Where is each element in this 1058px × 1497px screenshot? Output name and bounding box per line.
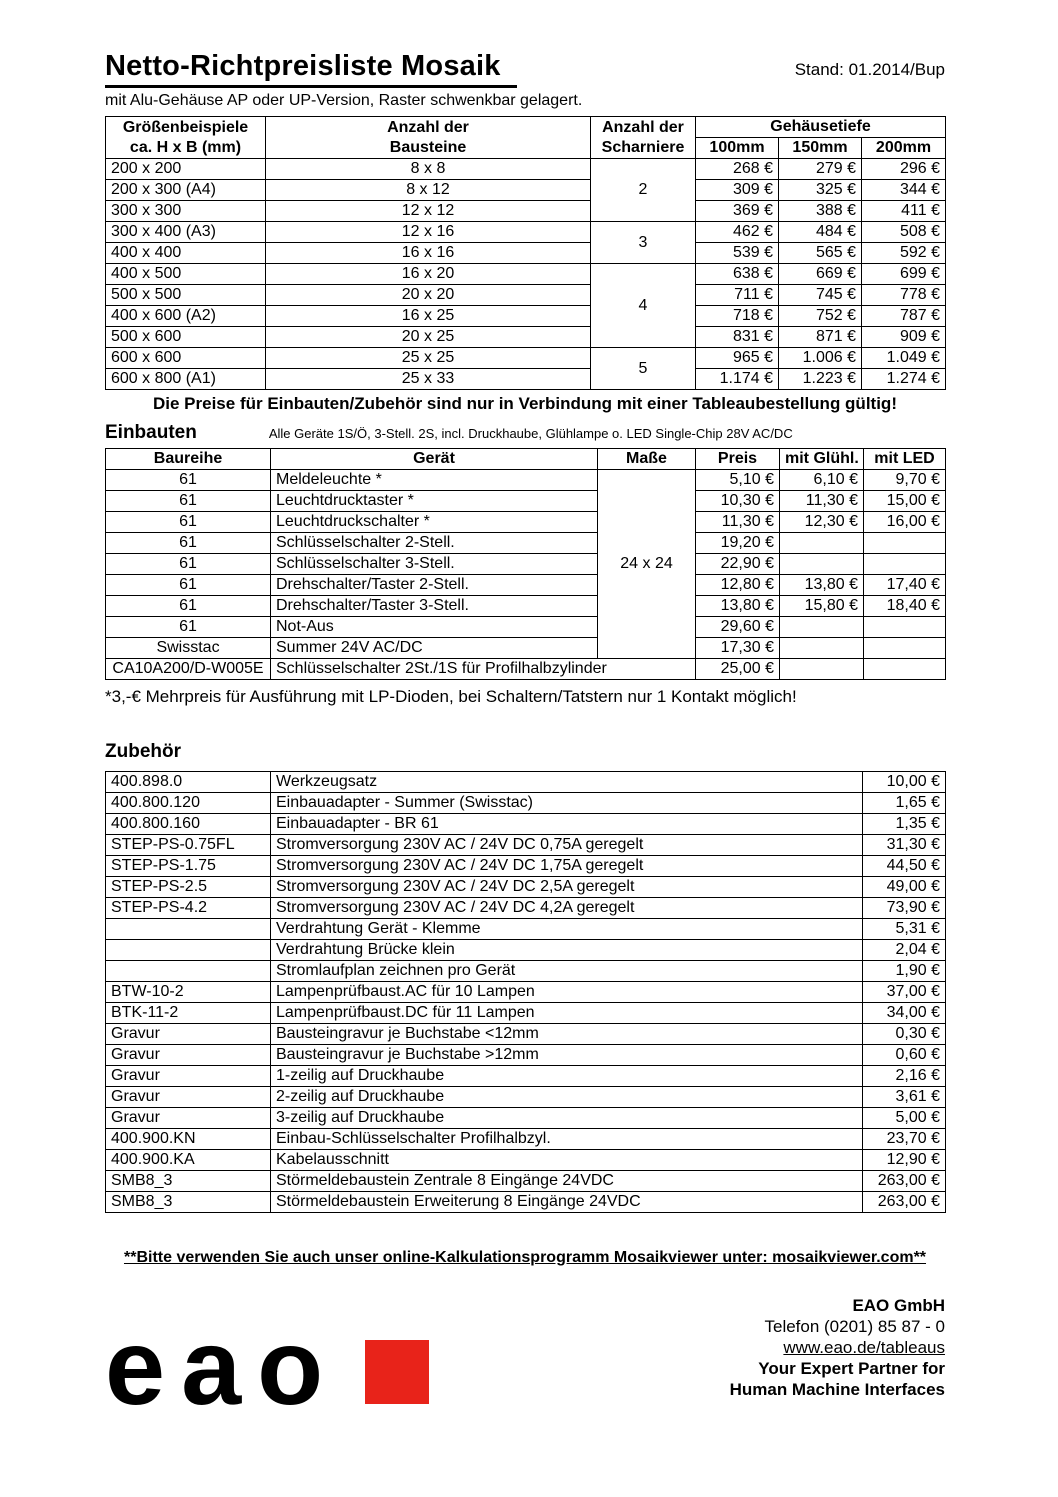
desc-cell: Bausteingravur je Buchstabe <12mm (271, 1024, 863, 1045)
baureihe-cell: 61 (106, 596, 271, 617)
table-row (106, 554, 946, 575)
col-header-200mm: 200mm (862, 138, 946, 159)
col-header-masse: Maße (598, 449, 696, 470)
size-cell: 400 x 400 (106, 243, 266, 264)
code-cell: STEP-PS-4.2 (106, 898, 271, 919)
size-cell: 300 x 300 (106, 201, 266, 222)
zubehoer-heading: Zubehör (105, 741, 181, 762)
bausteine-header-line2: Bausteine (389, 138, 467, 156)
table-row (106, 180, 946, 201)
desc-cell: Verdrahtung Gerät - Klemme (271, 919, 863, 940)
preis-cell: 5,00 € (863, 1108, 946, 1129)
bausteine-cell: 16 x 25 (266, 306, 591, 327)
geraet-cell: Leuchtdrucktaster * (271, 491, 598, 512)
price-cell: 388 € (779, 201, 862, 222)
baureihe-cell: 61 (106, 554, 271, 575)
led-cell: 17,40 € (864, 575, 946, 596)
desc-cell: Bausteingravur je Buchstabe >12mm (271, 1045, 863, 1066)
code-cell: STEP-PS-1.75 (106, 856, 271, 877)
table-row (106, 159, 946, 180)
size-cell: 600 x 600 (106, 348, 266, 369)
size-header-line2: ca. H x B (mm) (129, 138, 242, 156)
table-row (106, 772, 946, 793)
preis-cell: 29,60 € (696, 617, 780, 638)
preis-cell: 22,90 € (696, 554, 780, 575)
col-header-size (106, 117, 266, 159)
geraet-cell: Leuchtdruckschalter * (271, 512, 598, 533)
size-cell: 500 x 500 (106, 285, 266, 306)
preis-cell: 0,30 € (863, 1024, 946, 1045)
baureihe-cell: 61 (106, 491, 271, 512)
gluehl-cell: 13,80 € (780, 575, 864, 596)
website-link[interactable]: www.eao.de/tableaus (783, 1338, 945, 1357)
code-cell: 400.900.KN (106, 1129, 271, 1150)
geraet-cell: Drehschalter/Taster 2-Stell. (271, 575, 598, 596)
desc-cell: 3-zeilig auf Druckhaube (271, 1108, 863, 1129)
desc-cell: Werkzeugsatz (271, 772, 863, 793)
table-row (106, 1045, 946, 1066)
preis-cell: 34,00 € (863, 1003, 946, 1024)
code-cell: STEP-PS-2.5 (106, 877, 271, 898)
price-cell: 871 € (779, 327, 862, 348)
col-header-gluehl: mit Glühl. (780, 449, 864, 470)
bausteine-cell: 8 x 12 (266, 180, 591, 201)
col-header-gehaeusetiefe: Gehäusetiefe (696, 117, 946, 138)
scharniere-cell: 5 (591, 348, 696, 390)
preis-cell: 19,20 € (696, 533, 780, 554)
preis-cell: 23,70 € (863, 1129, 946, 1150)
col-header-100mm: 100mm (696, 138, 779, 159)
gluehl-cell (780, 617, 864, 638)
preis-cell: 37,00 € (863, 982, 946, 1003)
mosaikviewer-note: **Bitte verwenden Sie auch unser online-Kalkulationsprogramm Mosaikviewer unter: mosaikviewer.com** (123, 1249, 927, 1266)
code-cell: Gravur (106, 1024, 271, 1045)
bausteine-cell: 16 x 20 (266, 264, 591, 285)
price-cell: 787 € (862, 306, 946, 327)
gluehl-cell: 6,10 € (780, 470, 864, 491)
preis-cell: 3,61 € (863, 1087, 946, 1108)
stand-date: Stand: 01.2014/Bup (794, 60, 945, 79)
table-row (106, 617, 946, 638)
gluehl-cell (780, 554, 864, 575)
desc-cell: Lampenprüfbaust.DC für 11 Lampen (271, 1003, 863, 1024)
price-cell: 508 € (862, 222, 946, 243)
price-cell: 909 € (862, 327, 946, 348)
table-row (106, 1066, 946, 1087)
col-header-150mm: 150mm (779, 138, 862, 159)
led-cell: 16,00 € (864, 512, 946, 533)
preis-cell: 10,00 € (863, 772, 946, 793)
zubehoer-table-body (106, 772, 946, 1213)
code-cell (106, 919, 271, 940)
code-cell: 400.900.KA (106, 1150, 271, 1171)
table-row (106, 222, 946, 243)
logo-red-square (365, 1340, 429, 1404)
tagline-line1: Your Expert Partner for (758, 1359, 945, 1378)
preis-cell: 0,60 € (863, 1045, 946, 1066)
desc-cell: Stromversorgung 230V AC / 24V DC 1,75A geregelt (271, 856, 863, 877)
bausteine-cell: 25 x 33 (266, 369, 591, 390)
desc-cell: Störmeldebaustein Erweiterung 8 Eingänge 24VDC (271, 1192, 863, 1213)
code-cell (106, 961, 271, 982)
code-cell: BTW-10-2 (106, 982, 271, 1003)
table-row (106, 243, 946, 264)
gluehl-cell: 11,30 € (780, 491, 864, 512)
price-cell: 718 € (696, 306, 779, 327)
size-cell: 200 x 200 (106, 159, 266, 180)
bausteine-header-line1: Anzahl der (387, 118, 469, 136)
desc-cell: Einbau-Schlüsselschalter Profilhalbzyl. (271, 1129, 863, 1150)
header-row (105, 50, 945, 88)
code-cell: Gravur (106, 1108, 271, 1129)
price-cell: 699 € (862, 264, 946, 285)
price-cell: 411 € (862, 201, 946, 222)
led-cell: 15,00 € (864, 491, 946, 512)
preis-cell: 12,80 € (696, 575, 780, 596)
einbauten-note: Alle Geräte 1S/Ö, 3-Stell. 2S, incl. Druckhaube, Glühlampe o. LED Single-Chip 28V AC/DC (268, 426, 793, 441)
phone-number: Telefon (0201) 85 87 - 0 (764, 1317, 945, 1336)
eao-logo (105, 1306, 429, 1440)
desc-cell: 1-zeilig auf Druckhaube (271, 1066, 863, 1087)
size-cell: 500 x 600 (106, 327, 266, 348)
desc-cell: Verdrahtung Brücke klein (271, 940, 863, 961)
table-row (106, 919, 946, 940)
price-cell: 279 € (779, 159, 862, 180)
geraet-cell: Schlüsselschalter 2-Stell. (271, 533, 598, 554)
price-cell: 965 € (696, 348, 779, 369)
size-cell: 400 x 500 (106, 264, 266, 285)
size-cell: 300 x 400 (A3) (106, 222, 266, 243)
table-row (106, 470, 946, 491)
geraet-cell: Schlüsselschalter 3-Stell. (271, 554, 598, 575)
scharniere-cell: 2 (591, 159, 696, 222)
price-cell: 669 € (779, 264, 862, 285)
table-row (106, 1003, 946, 1024)
preis-cell: 17,30 € (696, 638, 780, 659)
col-header-geraet: Gerät (271, 449, 598, 470)
table-row (106, 1108, 946, 1129)
code-cell: SMB8_3 (106, 1171, 271, 1192)
table-header-row (106, 449, 946, 470)
price-cell: 1.174 € (696, 369, 779, 390)
desc-cell: Kabelausschnitt (271, 1150, 863, 1171)
code-cell: 400.898.0 (106, 772, 271, 793)
gluehl-cell (780, 638, 864, 659)
code-cell: Gravur (106, 1066, 271, 1087)
validity-note: Die Preise für Einbauten/Zubehör sind nur in Verbindung mit einer Tableaubestellung gültig! (153, 394, 897, 413)
preis-cell: 11,30 € (696, 512, 780, 533)
col-header-bausteine (266, 117, 591, 159)
preis-cell: 49,00 € (863, 877, 946, 898)
masse-cell: 24 x 24 (598, 470, 696, 659)
col-header-baureihe: Baureihe (106, 449, 271, 470)
gluehl-cell: 12,30 € (780, 512, 864, 533)
gluehl-cell (780, 659, 864, 680)
price-cell: 831 € (696, 327, 779, 348)
bausteine-cell: 8 x 8 (266, 159, 591, 180)
scharniere-cell: 3 (591, 222, 696, 264)
baureihe-cell: 61 (106, 512, 271, 533)
table-row (106, 1171, 946, 1192)
bausteine-cell: 12 x 16 (266, 222, 591, 243)
preis-cell: 263,00 € (863, 1171, 946, 1192)
table-row (106, 961, 946, 982)
eao-logo-letters: eao (105, 1306, 340, 1427)
preis-cell: 73,90 € (863, 898, 946, 919)
preis-cell: 1,35 € (863, 814, 946, 835)
einbauten-footnote: *3,-€ Mehrpreis für Ausführung mit LP-Dioden, bei Schaltern/Tatstern nur 1 Kontakt möglich! (105, 687, 797, 706)
preis-cell: 13,80 € (696, 596, 780, 617)
size-cell: 200 x 300 (A4) (106, 180, 266, 201)
price-cell: 745 € (779, 285, 862, 306)
preis-cell: 1,90 € (863, 961, 946, 982)
bausteine-cell: 20 x 25 (266, 327, 591, 348)
desc-cell: Stromlaufplan zeichnen pro Gerät (271, 961, 863, 982)
table-row (106, 898, 946, 919)
desc-cell: Störmeldebaustein Zentrale 8 Eingänge 24VDC (271, 1171, 863, 1192)
led-cell (864, 554, 946, 575)
preis-cell: 5,31 € (863, 919, 946, 940)
table-row (106, 1024, 946, 1045)
scharniere-header-line2: Scharniere (601, 138, 685, 156)
size-header-line1: Größenbeispiele (122, 118, 249, 136)
table-row (106, 491, 946, 512)
led-cell (864, 617, 946, 638)
scharniere-header-line1: Anzahl der (602, 118, 684, 136)
table-row (106, 835, 946, 856)
bausteine-cell: 16 x 16 (266, 243, 591, 264)
price-cell: 344 € (862, 180, 946, 201)
zubehoer-table (105, 771, 946, 1213)
led-cell (864, 659, 946, 680)
price-cell: 1.006 € (779, 348, 862, 369)
table-row (106, 659, 946, 680)
table-row (106, 575, 946, 596)
table-row (106, 1087, 946, 1108)
preis-cell: 31,30 € (863, 835, 946, 856)
contact-block (730, 1295, 945, 1400)
desc-cell: Einbauadapter - BR 61 (271, 814, 863, 835)
tagline-line2: Human Machine Interfaces (729, 1380, 945, 1399)
price-cell: 778 € (862, 285, 946, 306)
price-cell: 1.223 € (779, 369, 862, 390)
col-header-scharniere (591, 117, 696, 159)
table-row (106, 512, 946, 533)
price-cell: 638 € (696, 264, 779, 285)
table-row (106, 1129, 946, 1150)
geraet-cell: Drehschalter/Taster 3-Stell. (271, 596, 598, 617)
table-header-row (106, 117, 946, 138)
desc-cell: 2-zeilig auf Druckhaube (271, 1087, 863, 1108)
gluehl-cell (780, 533, 864, 554)
table-row (106, 533, 946, 554)
einbauten-heading: Einbauten (105, 422, 197, 443)
bausteine-cell: 12 x 12 (266, 201, 591, 222)
led-cell (864, 638, 946, 659)
preis-cell: 25,00 € (696, 659, 780, 680)
company-name: EAO GmbH (852, 1296, 945, 1315)
sizes-table-body (106, 159, 946, 390)
baureihe-cell: CA10A200/D-W005E (106, 659, 271, 680)
table-row (106, 814, 946, 835)
page-title: Netto-Richtpreisliste Mosaik (105, 50, 517, 88)
baureihe-cell: Swisstac (106, 638, 271, 659)
price-cell: 752 € (779, 306, 862, 327)
bausteine-cell: 25 x 25 (266, 348, 591, 369)
baureihe-cell: 61 (106, 617, 271, 638)
einbauten-table-body (106, 470, 946, 680)
baureihe-cell: 61 (106, 533, 271, 554)
desc-cell: Einbauadapter - Summer (Swisstac) (271, 793, 863, 814)
preis-cell: 2,04 € (863, 940, 946, 961)
price-cell: 296 € (862, 159, 946, 180)
price-cell: 592 € (862, 243, 946, 264)
desc-cell: Stromversorgung 230V AC / 24V DC 0,75A geregelt (271, 835, 863, 856)
code-cell: SMB8_3 (106, 1192, 271, 1213)
size-cell: 400 x 600 (A2) (106, 306, 266, 327)
code-cell: STEP-PS-0.75FL (106, 835, 271, 856)
code-cell (106, 940, 271, 961)
desc-cell: Lampenprüfbaust.AC für 10 Lampen (271, 982, 863, 1003)
baureihe-cell: 61 (106, 575, 271, 596)
led-cell: 9,70 € (864, 470, 946, 491)
table-row (106, 264, 946, 285)
table-row (106, 1150, 946, 1171)
code-cell: 400.800.160 (106, 814, 271, 835)
table-row (106, 793, 946, 814)
bausteine-cell: 20 x 20 (266, 285, 591, 306)
col-header-led: mit LED (864, 449, 946, 470)
price-cell: 565 € (779, 243, 862, 264)
table-row (106, 877, 946, 898)
preis-cell: 263,00 € (863, 1192, 946, 1213)
footer (105, 1295, 945, 1440)
table-row (106, 306, 946, 327)
geraet-cell: Meldeleuchte * (271, 470, 598, 491)
table-row (106, 285, 946, 306)
code-cell: Gravur (106, 1045, 271, 1066)
code-cell: Gravur (106, 1087, 271, 1108)
table-row (106, 982, 946, 1003)
table-row (106, 856, 946, 877)
preis-cell: 12,90 € (863, 1150, 946, 1171)
sizes-table (105, 116, 946, 390)
code-cell: 400.800.120 (106, 793, 271, 814)
price-cell: 268 € (696, 159, 779, 180)
table-row (106, 369, 946, 390)
baureihe-cell: 61 (106, 470, 271, 491)
scharniere-cell: 4 (591, 264, 696, 348)
table-row (106, 201, 946, 222)
price-cell: 711 € (696, 285, 779, 306)
table-row (106, 327, 946, 348)
preis-cell: 5,10 € (696, 470, 780, 491)
size-cell: 600 x 800 (A1) (106, 369, 266, 390)
einbauten-section-header (105, 422, 945, 444)
led-cell (864, 533, 946, 554)
table-row (106, 638, 946, 659)
table-row (106, 596, 946, 617)
geraet-cell: Schlüsselschalter 2St./1S für Profilhalbzylinder (271, 659, 696, 680)
col-header-preis: Preis (696, 449, 780, 470)
price-cell: 462 € (696, 222, 779, 243)
preis-cell: 1,65 € (863, 793, 946, 814)
desc-cell: Stromversorgung 230V AC / 24V DC 4,2A geregelt (271, 898, 863, 919)
preis-cell: 2,16 € (863, 1066, 946, 1087)
subtitle: mit Alu-Gehäuse AP oder UP-Version, Raster schwenkbar gelagert. (105, 92, 583, 109)
einbauten-table (105, 448, 946, 680)
table-row (106, 348, 946, 369)
table-row (106, 940, 946, 961)
price-cell: 539 € (696, 243, 779, 264)
gluehl-cell: 15,80 € (780, 596, 864, 617)
geraet-cell: Summer 24V AC/DC (271, 638, 598, 659)
price-cell: 369 € (696, 201, 779, 222)
geraet-cell: Not-Aus (271, 617, 598, 638)
table-row (106, 1192, 946, 1213)
code-cell: BTK-11-2 (106, 1003, 271, 1024)
price-cell: 484 € (779, 222, 862, 243)
price-cell: 325 € (779, 180, 862, 201)
led-cell: 18,40 € (864, 596, 946, 617)
desc-cell: Stromversorgung 230V AC / 24V DC 2,5A geregelt (271, 877, 863, 898)
price-cell: 1.274 € (862, 369, 946, 390)
preis-cell: 10,30 € (696, 491, 780, 512)
price-cell: 309 € (696, 180, 779, 201)
preis-cell: 44,50 € (863, 856, 946, 877)
price-cell: 1.049 € (862, 348, 946, 369)
